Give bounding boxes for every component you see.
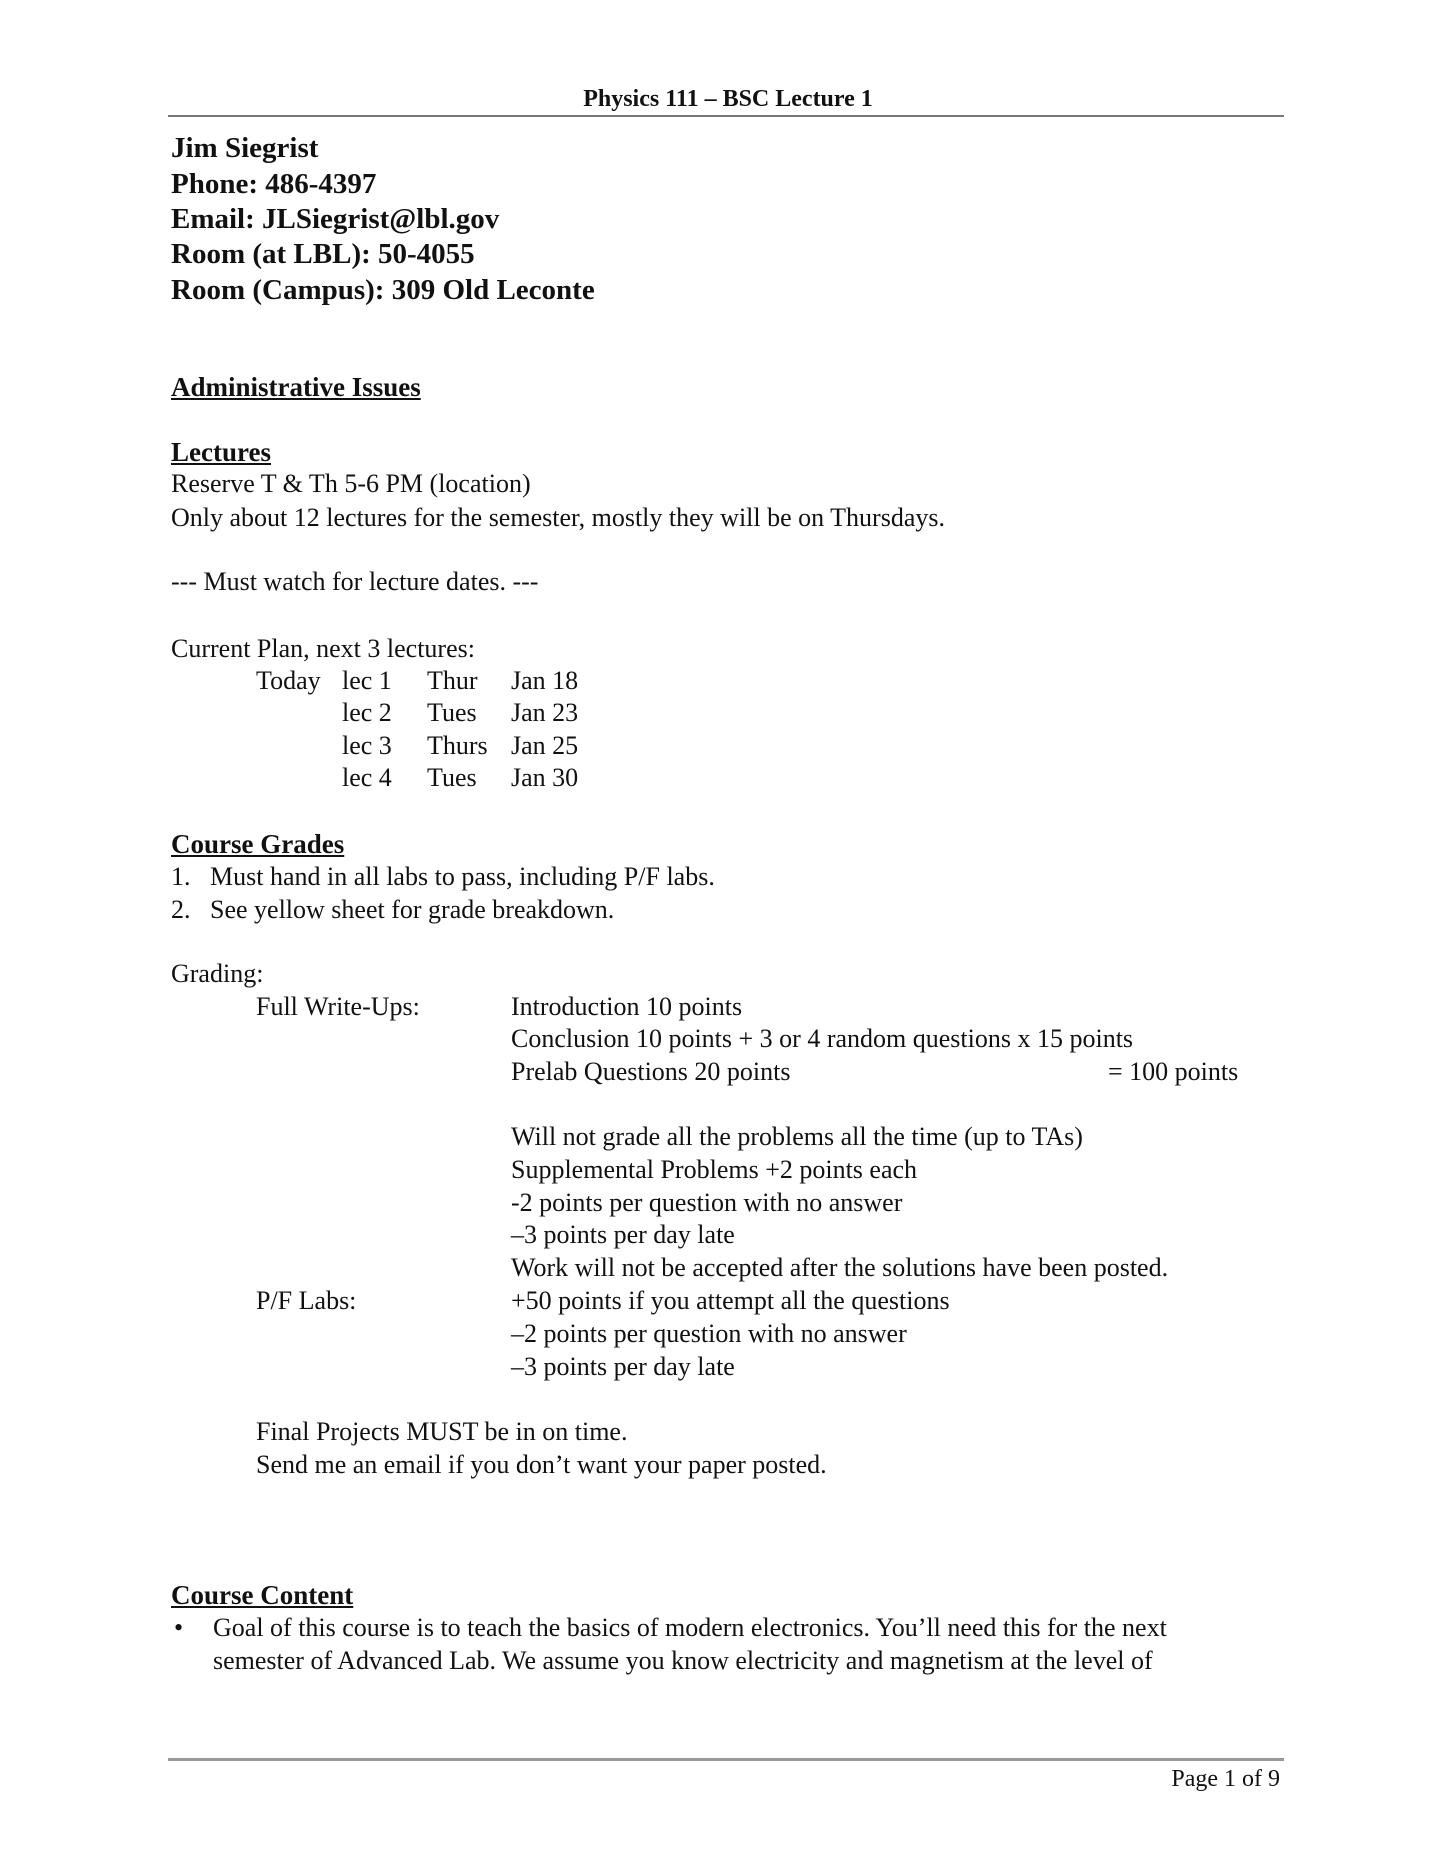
final-line-2: Send me an email if you don’t want your paper posted. <box>256 1450 827 1479</box>
grading-label: Grading: <box>171 959 264 988</box>
plan-label: Current Plan, next 3 lectures: <box>171 634 475 663</box>
contact-phone: Phone: 486-4397 <box>171 168 377 200</box>
lectures-note: --- Must watch for lecture dates. --- <box>171 567 539 596</box>
final-line-1: Final Projects MUST be in on time. <box>256 1417 628 1446</box>
lectures-heading: Lectures <box>171 437 271 467</box>
schedule-date: Jan 30 <box>511 763 579 792</box>
schedule-lec: lec 2 <box>342 698 392 727</box>
pf-line-3: –3 points per day late <box>511 1352 735 1381</box>
header-rule <box>168 115 1284 117</box>
footer-rule <box>168 1758 1284 1761</box>
admin-heading: Administrative Issues <box>171 372 421 402</box>
schedule-lec: lec 1 <box>342 666 392 695</box>
contact-room-campus: Room (Campus): 309 Old Leconte <box>171 274 595 306</box>
schedule-lec: lec 4 <box>342 763 392 792</box>
bullet-icon: • <box>174 1613 184 1642</box>
full-line-1: Introduction 10 points <box>511 992 743 1021</box>
page-number: Page 1 of 9 <box>1171 1766 1280 1792</box>
schedule-prefix: Today <box>256 666 321 695</box>
contact-name: Jim Siegrist <box>171 132 319 164</box>
full-total: = 100 points <box>1108 1057 1239 1086</box>
schedule-date: Jan 25 <box>511 731 579 760</box>
contact-room-lbl: Room (at LBL): 50-4055 <box>171 238 475 270</box>
schedule-lec: lec 3 <box>342 731 392 760</box>
more-line-4: –3 points per day late <box>511 1220 735 1249</box>
contact-email: Email: JLSiegrist@lbl.gov <box>171 203 500 235</box>
more-line-1: Will not grade all the problems all the time (up to TAs) <box>511 1122 1083 1151</box>
schedule-date: Jan 23 <box>511 698 579 727</box>
more-line-2: Supplemental Problems +2 points each <box>511 1155 918 1184</box>
lectures-line-2: Only about 12 lectures for the semester, mostly they will be on Thursdays. <box>171 503 945 532</box>
schedule-day: Thur <box>427 666 478 695</box>
lectures-line-1: Reserve T & Th 5-6 PM (location) <box>171 469 531 498</box>
more-line-5: Work will not be accepted after the solutions have been posted. <box>511 1253 1169 1282</box>
grades-item-2: 2. See yellow sheet for grade breakdown. <box>171 895 615 924</box>
grades-heading: Course Grades <box>171 829 345 859</box>
full-line-2: Conclusion 10 points + 3 or 4 random questions x 15 points <box>511 1024 1134 1053</box>
more-line-3: -2 points per question with no answer <box>511 1188 903 1217</box>
content-bullet-line-2: semester of Advanced Lab. We assume you know electricity and magnetism at the level of <box>213 1646 1153 1675</box>
full-writeups-label: Full Write-Ups: <box>256 992 420 1021</box>
page-header-title: Physics 111 – BSC Lecture 1 <box>583 86 873 112</box>
grades-item-1: 1. Must hand in all labs to pass, including P/F labs. <box>171 862 715 891</box>
schedule-day: Thurs <box>427 731 488 760</box>
content-bullet-line-1: Goal of this course is to teach the basics of modern electronics. You’ll need this for the next <box>213 1613 1167 1642</box>
full-line-3: Prelab Questions 20 points <box>511 1057 791 1086</box>
pf-line-1: +50 points if you attempt all the questions <box>511 1286 950 1315</box>
pf-labs-label: P/F Labs: <box>256 1286 357 1315</box>
schedule-date: Jan 18 <box>511 666 579 695</box>
schedule-day: Tues <box>427 698 477 727</box>
schedule-day: Tues <box>427 763 477 792</box>
pf-line-2: –2 points per question with no answer <box>511 1319 907 1348</box>
content-heading: Course Content <box>171 1580 354 1610</box>
